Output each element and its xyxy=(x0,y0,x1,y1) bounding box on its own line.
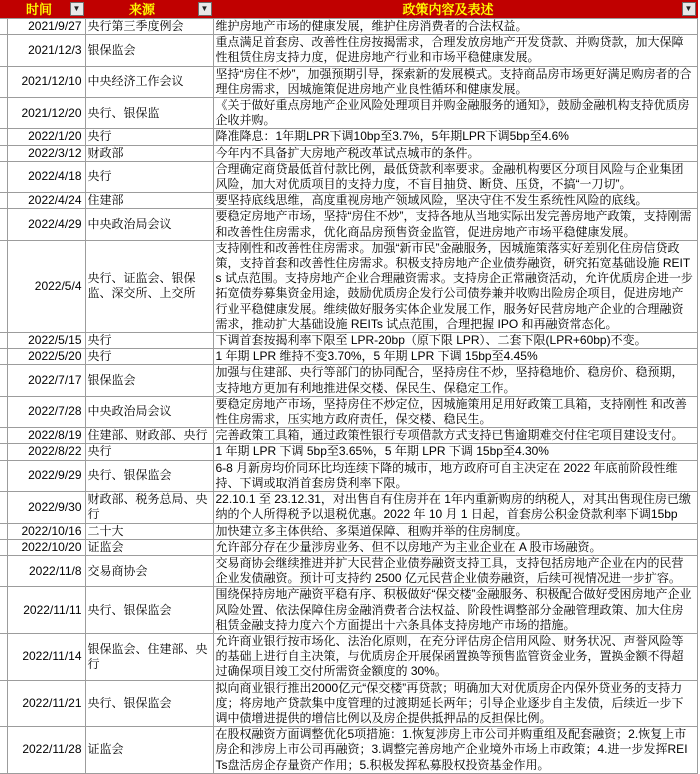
content-cell[interactable]: 1 年期 LPR 下调 5bp至3.65%，5 年期 LPR 下调 15bp至4.30% xyxy=(213,444,697,460)
content-cell[interactable]: 允许部分存在少量涉房业务、但不以房地产为主业企业在 A 股市场融资。 xyxy=(213,539,697,555)
content-cell[interactable]: 加强与住建部、央行等部门的协同配合，坚持房住不炒，坚持稳地价、稳房价、稳预期，支持地方更加有利地推进保交楼、保民生、保稳定工作。 xyxy=(213,365,697,396)
content-cell[interactable]: 合理确定商贷最低首付款比例，最低贷款利率要求。金融机构要区分项目风险与企业集团风险，加大对优质项目的支持力度，不盲目抽贷、断贷、压贷，不搞“一刀切”。 xyxy=(213,161,697,192)
column-header-time-label: 时间 xyxy=(25,1,52,17)
source-cell[interactable]: 央行 xyxy=(85,161,213,192)
header-gutter-cell xyxy=(0,1,7,19)
row-gutter-cell xyxy=(0,444,7,460)
date-cell[interactable]: 2022/7/17 xyxy=(7,365,85,396)
table-row xyxy=(0,428,697,444)
table-row xyxy=(0,727,697,774)
source-cell[interactable]: 央行 xyxy=(85,129,213,145)
content-cell[interactable]: 完善政策工具箱，通过政策性银行专项借款方式支持已售逾期难交付住宅项目建设支付。 xyxy=(213,428,697,444)
date-cell[interactable]: 2021/9/27 xyxy=(7,19,85,35)
table-row xyxy=(0,587,697,634)
date-cell[interactable]: 2021/12/20 xyxy=(7,98,85,129)
content-cell[interactable]: 允许商业银行按市场化、法治化原则，在充分评估房企信用风险、财务状况、声誉风险等的基础上进行自主决策，与优质房企开展保函置换等预售监管资金业务，置换金额不得超过确保项目竣工交付所需资金额度的 30%。 xyxy=(213,633,697,680)
table-row xyxy=(0,492,697,523)
column-header-source-label: 来源 xyxy=(128,1,155,17)
source-cell[interactable]: 央行、证监会、银保监、深交所、上交所 xyxy=(85,240,213,332)
source-cell[interactable]: 央行 xyxy=(85,444,213,460)
date-cell[interactable]: 2022/4/29 xyxy=(7,209,85,240)
date-cell[interactable]: 2022/7/28 xyxy=(7,396,85,427)
table-row xyxy=(0,19,697,35)
content-cell[interactable]: 今年内不具备扩大房地产税改革试点城市的条件。 xyxy=(213,145,697,161)
source-cell[interactable]: 财政部、税务总局、央行 xyxy=(85,492,213,523)
source-cell[interactable]: 央行 xyxy=(85,349,213,365)
date-cell[interactable]: 2022/11/28 xyxy=(7,727,85,774)
date-cell[interactable]: 2022/10/20 xyxy=(7,539,85,555)
content-cell[interactable]: 重点满足首套房、改善性住房按揭需求，合理发放房地产开发贷款、并购贷款，加大保障性租赁住房支持力度，促进房地产行业和市场平稳健康发展。 xyxy=(213,35,697,66)
source-cell[interactable]: 银保监会 xyxy=(85,365,213,396)
table-row xyxy=(0,444,697,460)
source-cell[interactable]: 住建部 xyxy=(85,193,213,209)
source-cell[interactable]: 央行、银保监会 xyxy=(85,460,213,491)
table-row xyxy=(0,523,697,539)
header-row xyxy=(0,1,697,19)
content-cell[interactable]: 6-8 月新房均价同环比均连续下降的城市，地方政府可自主决定在 2022 年底前阶段性维持、下调或取消首套房贷利率下限。 xyxy=(213,460,697,491)
row-gutter-cell xyxy=(0,539,7,555)
date-cell[interactable]: 2022/11/11 xyxy=(7,587,85,634)
date-cell[interactable]: 2021/12/3 xyxy=(7,35,85,66)
table-row xyxy=(0,193,697,209)
row-gutter-cell xyxy=(0,98,7,129)
content-cell[interactable]: 在股权融资方面调整优化5项措施：1.恢复涉房上市公司并购重组及配套融资；2.恢复上市房企和涉房上市公司再融资；3.调整完善房地产企业境外市场上市政策；4.进一步发挥REITs盘活房企存量资产作用；5.积极发挥私募股权投资基金作用。 xyxy=(213,727,697,774)
row-gutter-cell xyxy=(0,428,7,444)
table-row xyxy=(0,145,697,161)
source-cell[interactable]: 银保监会、住建部、央行 xyxy=(85,633,213,680)
filter-dropdown-icon-time[interactable]: ▼ xyxy=(70,2,84,16)
content-cell[interactable]: 下调首套按揭利率下限至 LPR-20bp（原下限 LPR）、二套下限(LPR+60bp)不变。 xyxy=(213,333,697,349)
content-cell[interactable]: 拟向商业银行推出2000亿元“保交楼”再贷款；明确加大对优质房企内保外贷业务的支持力度；将房地产贷款集中度管理的过渡期延长两年；引导企业逐步自主发债，后续近一步下调中债增进提供的增信比例以及房企提供抵押品的反担保比例。 xyxy=(213,680,697,727)
content-cell[interactable]: 坚持“房住不炒”，加强预期引导，探索新的发展模式。支持商品房市场更好满足购房者的合理住房需求，因城施策促进房地产业良性循环和健康发展。 xyxy=(213,66,697,97)
row-gutter-cell xyxy=(0,680,7,727)
row-gutter-cell xyxy=(0,555,7,586)
date-cell[interactable]: 2022/5/15 xyxy=(7,333,85,349)
row-gutter-cell xyxy=(0,19,7,35)
content-cell[interactable]: 1 年期 LPR 维持不变3.70%，5 年期 LPR 下调 15bp至4.45% xyxy=(213,349,697,365)
row-gutter-cell xyxy=(0,365,7,396)
table-row xyxy=(0,333,697,349)
column-header-time xyxy=(7,1,85,19)
source-cell[interactable]: 证监会 xyxy=(85,539,213,555)
filter-dropdown-icon-source[interactable]: ▼ xyxy=(198,2,212,16)
row-gutter-cell xyxy=(0,161,7,192)
row-gutter-cell xyxy=(0,460,7,491)
table-row xyxy=(0,240,697,332)
column-header-source xyxy=(85,1,213,19)
table-body xyxy=(0,19,697,774)
date-cell[interactable]: 2022/5/20 xyxy=(7,349,85,365)
source-cell[interactable]: 央行 xyxy=(85,333,213,349)
table-row xyxy=(0,349,697,365)
row-gutter-cell xyxy=(0,587,7,634)
content-cell[interactable]: 要稳定房地产市场，坚持房住不炒定位，因城施策用足用好政策工具箱，支持刚性 和改善性住房需求，压实地方政府责任，保交楼、稳民生。 xyxy=(213,396,697,427)
table-row xyxy=(0,633,697,680)
row-gutter-cell xyxy=(0,145,7,161)
row-gutter-cell xyxy=(0,396,7,427)
source-cell[interactable]: 住建部、财政部、央行 xyxy=(85,428,213,444)
row-gutter-cell xyxy=(0,727,7,774)
content-cell[interactable]: 加快建立多主体供给、多渠道保障、租购并举的住房制度。 xyxy=(213,523,697,539)
source-cell[interactable]: 银保监会 xyxy=(85,35,213,66)
table-row xyxy=(0,555,697,586)
source-cell[interactable]: 二十大 xyxy=(85,523,213,539)
date-cell[interactable]: 2022/11/14 xyxy=(7,633,85,680)
table-row xyxy=(0,66,697,97)
date-cell[interactable]: 2022/9/30 xyxy=(7,492,85,523)
source-cell[interactable]: 央行第三季度例会 xyxy=(85,19,213,35)
source-cell[interactable]: 央行、银保监会 xyxy=(85,587,213,634)
source-cell[interactable]: 证监会 xyxy=(85,727,213,774)
date-cell[interactable]: 2022/10/16 xyxy=(7,523,85,539)
table-row xyxy=(0,539,697,555)
date-cell[interactable]: 2022/4/24 xyxy=(7,193,85,209)
table-row xyxy=(0,396,697,427)
source-cell[interactable]: 中央经济工作会议 xyxy=(85,66,213,97)
row-gutter-cell xyxy=(0,349,7,365)
date-cell[interactable]: 2022/11/8 xyxy=(7,555,85,586)
row-gutter-cell xyxy=(0,209,7,240)
table-row xyxy=(0,365,697,396)
table-row xyxy=(0,680,697,727)
table-row xyxy=(0,161,697,192)
row-gutter-cell xyxy=(0,193,7,209)
content-cell[interactable]: 22.10.1 至 23.12.31，对出售自有住房并在 1年内重新购房的纳税人，对其出售现住房已缴纳的个人所得税予以退税优惠。2022 年 10 月 1 日起，首套房公积金贷款利率下调15bp xyxy=(213,492,697,523)
row-gutter-cell xyxy=(0,35,7,66)
source-cell[interactable]: 财政部 xyxy=(85,145,213,161)
source-cell[interactable]: 央行、银保监会 xyxy=(85,680,213,727)
content-cell[interactable]: 围绕保持房地产融资平稳有序、积极做好“保交楼”金融服务、积极配合做好受困房地产企业风险处置、依法保障住房金融消费者合法权益、阶段性调整部分金融管理政策、加大住房租赁金融支持力度六个方面提出十六条具体支持房地产市场的措施。 xyxy=(213,587,697,634)
column-header-content xyxy=(213,1,697,19)
date-cell[interactable]: 2022/1/20 xyxy=(7,129,85,145)
row-gutter-cell xyxy=(0,523,7,539)
source-cell[interactable]: 交易商协会 xyxy=(85,555,213,586)
date-cell[interactable]: 2022/8/19 xyxy=(7,428,85,444)
row-gutter-cell xyxy=(0,129,7,145)
content-cell[interactable]: 维护房地产市场的健康发展，维护住房消费者的合法权益。 xyxy=(213,19,697,35)
date-cell[interactable]: 2022/3/12 xyxy=(7,145,85,161)
filter-dropdown-icon-content[interactable]: ▼ xyxy=(682,2,696,16)
date-cell[interactable]: 2022/11/21 xyxy=(7,680,85,727)
content-cell[interactable]: 交易商协会继续推进并扩大民营企业债券融资支持工具，支持包括房地产企业在内的民营企业发债融资。预计可支持约 2500 亿元民营企业债券融资，后续可视情况进一步扩容。 xyxy=(213,555,697,586)
content-cell[interactable]: 《关于做好重点房地产企业风险处理项目并购金融服务的通知》，鼓励金融机构支持优质房企收并购。 xyxy=(213,98,697,129)
content-cell[interactable]: 支持刚性和改善性住房需求。加强“新市民”金融服务，因城施策落实好差别化住房信贷政策，支持首套和改善性住房需求。积极支持房地产企业债券融资，研究拓宽基础设施 REITs 试点范围。支持房地产企业合理融资需求。支持房企正常融资活动，允许优质房企进一步拓宽债券募集资金用途，鼓励优质房企发行公司债券兼并收购出险房企项目，促进房地产行业平稳健康发展。维续做好服务实体企业发展工作，服务好民营房地产企业的合理融资需求，推动扩大基础设施 REITs 试点范围，合理把握 IPO 和再融资常态化。 xyxy=(213,240,697,332)
table-row xyxy=(0,460,697,491)
table-row xyxy=(0,98,697,129)
column-header-content-label: 政策内容及表述 xyxy=(402,1,494,17)
row-gutter-cell xyxy=(0,66,7,97)
content-cell[interactable]: 要稳定房地产市场，坚持“房住不炒”，支持各地从当地实际出发完善房地产政策，支持刚需和改善性住房需求，优化商品房预售资金监管，促进房地产市场平稳健康发展。 xyxy=(213,209,697,240)
table-row xyxy=(0,209,697,240)
source-cell[interactable]: 中央政治局会议 xyxy=(85,396,213,427)
date-cell[interactable]: 2022/4/18 xyxy=(7,161,85,192)
table-row xyxy=(0,129,697,145)
table-row xyxy=(0,35,697,66)
row-gutter-cell xyxy=(0,492,7,523)
content-cell[interactable]: 降准降息：1年期LPR下调10bp至3.7%，5年期LPR下调5bp至4.6% xyxy=(213,129,697,145)
date-cell[interactable]: 2021/12/10 xyxy=(7,66,85,97)
date-cell[interactable]: 2022/9/29 xyxy=(7,460,85,491)
row-gutter-cell xyxy=(0,333,7,349)
row-gutter-cell xyxy=(0,240,7,332)
date-cell[interactable]: 2022/5/4 xyxy=(7,240,85,332)
content-cell[interactable]: 要坚持底线思维，高度重视房地产领域风险，坚决守住不发生系统性风险的底线。 xyxy=(213,193,697,209)
row-gutter-cell xyxy=(0,633,7,680)
date-cell[interactable]: 2022/8/22 xyxy=(7,444,85,460)
source-cell[interactable]: 央行、银保监 xyxy=(85,98,213,129)
source-cell[interactable]: 中央政治局会议 xyxy=(85,209,213,240)
table-header xyxy=(0,1,697,19)
